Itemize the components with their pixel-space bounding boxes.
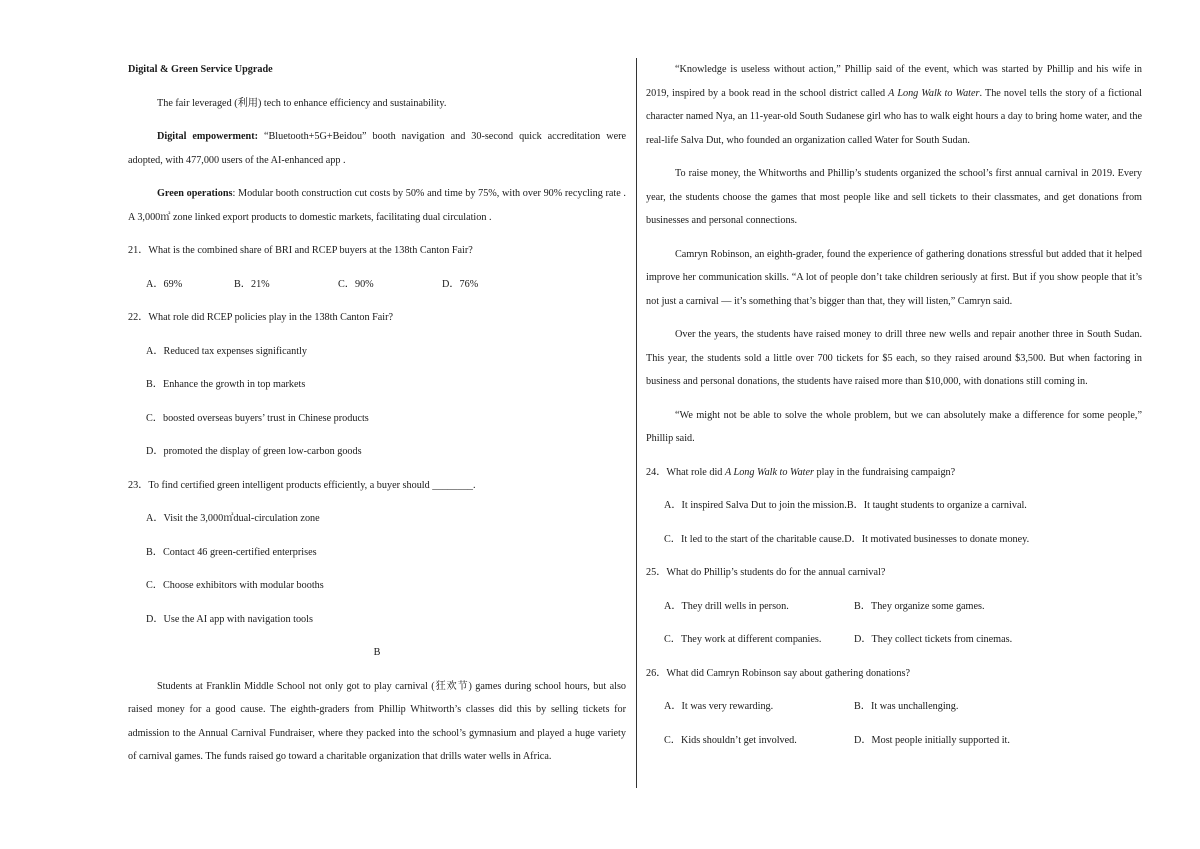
q24-option-c[interactable]: C．It led to the start of the charitable cause.	[664, 533, 845, 545]
q21-option-a[interactable]: A．69%	[146, 278, 183, 290]
green-paragraph	[128, 182, 626, 229]
q25-stem: 25．What do Phillip’s students do for the annual carnival?	[646, 567, 886, 578]
q21-stem: 21．What is the combined share of BRI and RCEP buyers at the 138th Canton Fair?	[128, 245, 473, 256]
intro-paragraph: The fair leveraged (利用) tech to enhance efficiency and sustainability.	[157, 97, 447, 109]
q24-option-a[interactable]: A．It inspired Salva Dut to join the mission.	[664, 500, 847, 511]
green-label: Green operations	[157, 188, 233, 199]
digital-paragraph	[128, 125, 626, 172]
right-column	[646, 58, 1142, 762]
q24-book-title: A Long Walk to Water	[724, 466, 814, 478]
q24-stem	[646, 461, 1142, 485]
passage-b-paragraph-6: “We might not be able to solve the whole problem, but we can absolutely make a difference for some people,” Phillip said.	[646, 409, 1142, 444]
green-text: : Modular booth construction cut costs by 50% and time by 75%, with over 90% recycling rate . A 3,000㎡ zone linked export products to domestic markets, facilitating dual circulation .	[128, 188, 626, 223]
passage-b-paragraph-4: Camryn Robinson, an eighth-grader, found the experience of gathering donations stressful but added that it helped improve her communication skills. “A lot of people don’t take children seriously at first. But if you show people that it’s not just a carnival — it’s something that’s bigger than that, they will listen,” Camryn said.	[646, 248, 1142, 307]
p1-text-b: . The novel tells the story of a fictional character named Nya, an 11-year-old South Sudanese girl who has to walk eight hours a day to bring home water, and the real-life Salva Dut, who founded an organization called Water for South Sudan.	[646, 87, 1142, 146]
q24-option-d[interactable]: D．It motivated businesses to donate money.	[844, 533, 1030, 545]
left-column	[128, 58, 626, 779]
q26-option-b[interactable]: B．It was unchallenging.	[854, 701, 959, 712]
digital-label: Digital empowerment:	[157, 131, 259, 142]
q26-option-c[interactable]: C．Kids shouldn’t get involved.	[664, 734, 797, 746]
q23-option-c[interactable]: C．Choose exhibitors with modular booths	[146, 580, 324, 591]
section-title: Digital & Green Service Upgrade	[128, 64, 273, 75]
passage-b-paragraph-3: To raise money, the Whitworths and Phillip’s students organized the school’s first annual carnival in 2019. Every year, the students choose the games that most people like and sell tickets to their classmates, and get donations from businesses and personal connections.	[646, 168, 1142, 226]
q22-option-d[interactable]: D．promoted the display of green low-carbon goods	[146, 446, 362, 457]
q26-stem: 26．What did Camryn Robinson say about gathering donations?	[646, 667, 910, 679]
column-divider	[636, 58, 637, 788]
q25-option-d[interactable]: D．They collect tickets from cinemas.	[854, 634, 1013, 645]
book-title: A Long Walk to Water	[888, 87, 980, 99]
q23-stem: 23．To find certified green intelligent products efficiently, a buyer should ________.	[128, 479, 476, 491]
passage-b-paragraph-2	[646, 58, 1142, 152]
q23-option-a[interactable]: A．Visit the 3,000㎡dual-circulation zone	[146, 513, 320, 524]
q21-option-c[interactable]: C．90%	[338, 278, 374, 290]
q26-option-a[interactable]: A．It was very rewarding.	[664, 701, 774, 712]
q26-option-d[interactable]: D．Most people initially supported it.	[854, 734, 1010, 746]
q24-options-row-2	[646, 528, 1142, 552]
q25-options-row-2	[646, 628, 1142, 652]
q25-option-b[interactable]: B．They organize some games.	[854, 600, 985, 612]
q26-options-row-2	[646, 729, 1142, 753]
q22-stem: 22．What role did RCEP policies play in the 138th Canton Fair?	[128, 312, 394, 323]
digital-text: “Bluetooth+5G+Beidou” booth navigation and 30-second quick accreditation were adopted, with 477,000 users of the AI-enhanced app .	[128, 131, 626, 166]
q24-option-b[interactable]: B．It taught students to organize a carnival.	[846, 500, 1027, 511]
q21-options	[128, 273, 626, 297]
q26-options-row-1	[646, 695, 1142, 719]
q24-stem-b: play in the fundraising campaign?	[814, 466, 956, 478]
q24-stem-a: 24．What role did	[646, 466, 725, 478]
q22-option-a[interactable]: A．Reduced tax expenses significantly	[146, 345, 307, 357]
p1-text-a: “Knowledge is useless without action,” Phillip said of the event, which was started by Phillip and his wife in 2019, inspired by a book read in the school district called	[646, 64, 1142, 99]
q22-option-b[interactable]: B．Enhance the growth in top markets	[146, 379, 306, 390]
q24-options-row-1	[646, 494, 1142, 518]
section-b-heading: B	[373, 647, 381, 658]
q23-option-d[interactable]: D．Use the AI app with navigation tools	[146, 613, 313, 625]
q23-option-b[interactable]: B．Contact 46 green-certified enterprises	[146, 546, 317, 558]
q21-option-d[interactable]: D．76%	[442, 278, 479, 290]
q25-option-a[interactable]: A．They drill wells in person.	[664, 600, 789, 612]
passage-b-paragraph-1: Students at Franklin Middle School not only got to play carnival (狂欢节) games during school hours, but also raised money for a good cause. The eighth-graders from Phillip Whitworth’s classes did this by selling tickets for admission to the Annual Carnival Fundraiser, where they packed into the school’s gymnasium and played a huge variety of carnival games. The funds raised go toward a charitable organization that drills water wells in Africa.	[128, 680, 626, 762]
q21-option-b[interactable]: B．21%	[234, 278, 270, 290]
q25-options-row-1	[646, 595, 1142, 619]
q25-option-c[interactable]: C．They work at different companies.	[664, 634, 822, 645]
passage-b-paragraph-5: Over the years, the students have raised money to drill three new wells and repair another three in South Sudan. This year, the students sold a little over 700 tickets for $5 each, so they raised around $3,500. But when factoring in business and personal donations, the students have raised more than $10,000, with donations still coming in.	[646, 329, 1142, 387]
q22-option-c[interactable]: C．boosted overseas buyers’ trust in Chinese products	[146, 412, 369, 424]
